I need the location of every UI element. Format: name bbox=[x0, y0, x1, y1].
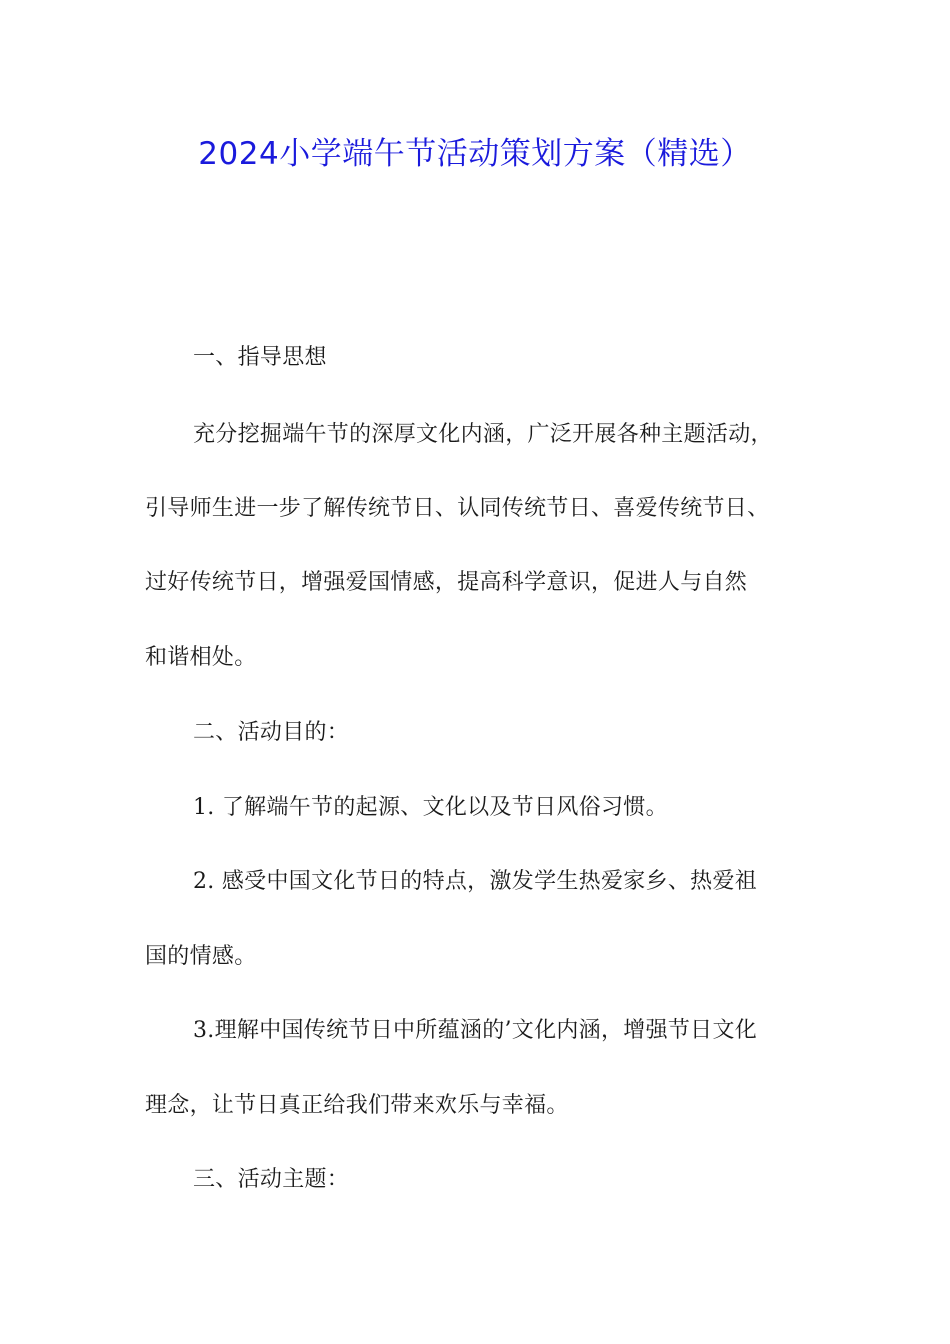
section-heading-guiding-ideology: 一、指导思想 bbox=[193, 345, 327, 370]
section-heading-activity-purpose: 二、活动目的： bbox=[193, 720, 350, 745]
section-heading-activity-theme: 三、活动主题： bbox=[193, 1167, 350, 1192]
list-item-continuation: 理念，让节日真正给我们带来欢乐与幸福。 bbox=[145, 1093, 569, 1118]
list-item: 2. 感受中国文化节日的特点，激发学生热爱家乡、热爱祖 bbox=[193, 869, 758, 894]
paragraph-line: 和谐相处。 bbox=[145, 645, 257, 670]
page-title: 2024小学端午节活动策划方案（精选） bbox=[198, 136, 752, 172]
list-item: 1. 了解端午节的起源、文化以及节日风俗习惯。 bbox=[193, 795, 668, 820]
paragraph-line: 过好传统节日，增强爱国情感，提高科学意识，促进人与自然 bbox=[145, 570, 748, 595]
list-item: 3.理解中国传统节日中所蕴涵的’文化内涵，增强节日文化 bbox=[193, 1018, 758, 1043]
list-item-continuation: 国的情感。 bbox=[145, 944, 257, 969]
paragraph-line: 充分挖掘端午节的深厚文化内涵，广泛开展各种主题活动， bbox=[193, 422, 773, 447]
paragraph-line: 引导师生进一步了解传统节日、认同传统节日、喜爱传统节日、 bbox=[145, 496, 770, 521]
